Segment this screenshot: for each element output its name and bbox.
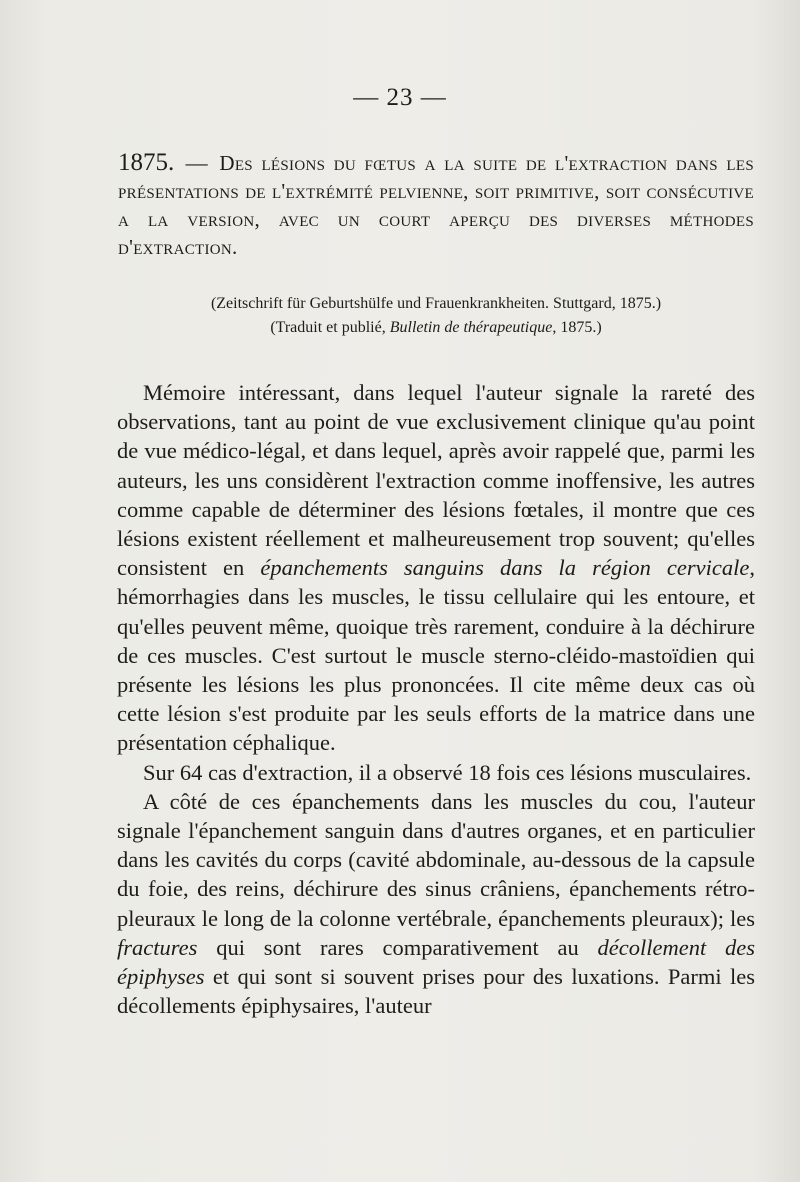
source-journal-title: Bulletin de thérapeutique [389, 319, 553, 336]
source-translation-prefix: (Traduit et publié, [270, 319, 390, 336]
entry-dash: — [185, 150, 208, 175]
entry-year: 1875. [118, 149, 175, 176]
source-line-translation [118, 316, 754, 340]
source-translation-suffix: , 1875.) [552, 319, 602, 336]
paragraph-3-text-b: qui sont rares comparativement au [197, 934, 598, 960]
paragraph-3-text-a: A côté de ces épanchements dans les muscles du cou, l'auteur signale l'épanchement sanguin dans d'autres organes, et en particulier dans les cavités du corps (cavité abdominale, au-dessous de la capsule du foie, des reins, déchirure des sinus crâniens, épanchements rétro-pleuraux le long de la colonne vertébrale, épanchements pleuraux); les [117, 788, 755, 931]
page-number: — 23 — [353, 84, 447, 111]
entry-title: Des lésions du fœtus a la suite de l'extraction dans les présentations de l'extrémité pelvienne, soit primitive, soit consécutive a la version, avec un court aperçu des diverses méthodes d'extraction. [118, 151, 754, 259]
paragraph-3-emphasis-epiphyses: décollement des épiphyses [117, 934, 755, 990]
source-line-original: (Zeitschrift für Geburtshülfe und Frauenkrankheiten. Stuttgard, 1875.) [210, 295, 662, 312]
paragraph-2: Sur 64 cas d'extraction, il a observé 18 fois ces lésions musculaires. [143, 759, 752, 785]
paragraph-1 [117, 378, 755, 758]
bibliography-entry-heading [118, 150, 754, 262]
paragraph-3-emphasis-fractures: fractures [117, 934, 198, 960]
paragraph-1-text-a: Mémoire intéressant, dans lequel l'auteur signale la rareté des observations, tant au point de vue exclusivement clinique qu'au point de vue médico-légal, et dans lequel, après avoir rappelé que, parmi les auteurs, les uns considèrent l'extraction comme inoffensive, les autres comme capable de déterminer des lésions fœtales, il montre que ces lésions existent réellement et malheureusement trop souvent; qu'elles consistent en [117, 380, 755, 581]
body-text [117, 378, 755, 1020]
paragraph-1-text-b: , hémorrhagies dans les muscles, le tissu cellulaire qui les entoure, et qu'elles peuvent même, quoique très rarement, conduire à la déchirure de ces muscles. C'est surtout le muscle sterno-cléido-mastoïdien qui présente les lésions les plus prononcées. Il cite même deux cas où cette lésion s'est produite par les seuls efforts de la matrice dans une présentation céphalique. [117, 555, 755, 756]
paragraph-1-emphasis: épanchements sanguins dans la région cervicale [260, 555, 750, 581]
paragraph-3-text-c: et qui sont si souvent prises pour des luxations. Parmi les décollements épiphysaires, l'auteur [117, 964, 755, 1019]
paragraph-3 [117, 787, 755, 1021]
